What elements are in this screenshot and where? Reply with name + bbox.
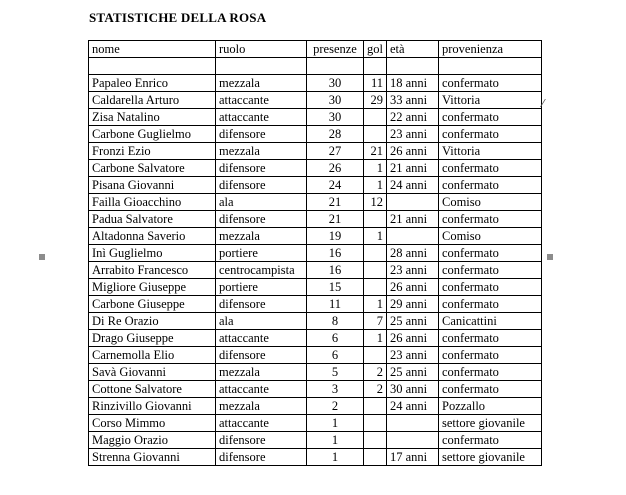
cell-eta: 17 anni	[387, 449, 439, 466]
cell-presenze: 11	[307, 296, 364, 313]
cell-ruolo: difensore	[216, 347, 307, 364]
cell-provenienza: confermato	[439, 245, 542, 262]
cell-nome: Carbone Giuseppe	[89, 296, 216, 313]
header-eta: età	[387, 41, 439, 58]
cell-provenienza: confermato	[439, 75, 542, 92]
cell-presenze: 5	[307, 364, 364, 381]
cell-presenze: 26	[307, 160, 364, 177]
cell-eta: 26 anni	[387, 143, 439, 160]
table-row	[89, 398, 542, 415]
cell-provenienza: Comiso	[439, 228, 542, 245]
cell-nome	[89, 58, 216, 75]
cell-presenze: 19	[307, 228, 364, 245]
resize-handle-left[interactable]	[39, 254, 45, 260]
cell-provenienza: confermato	[439, 347, 542, 364]
table-row	[89, 347, 542, 364]
cell-gol	[364, 211, 387, 228]
cell-nome: Failla Gioacchino	[89, 194, 216, 211]
table-row	[89, 160, 542, 177]
cell-provenienza: settore giovanile	[439, 415, 542, 432]
table-row	[89, 279, 542, 296]
cell-provenienza: confermato	[439, 432, 542, 449]
cell-provenienza: confermato	[439, 160, 542, 177]
cell-gol	[364, 109, 387, 126]
cell-nome: Savà Giovanni	[89, 364, 216, 381]
cell-gol: 1	[364, 177, 387, 194]
cell-gol: 1	[364, 330, 387, 347]
cell-gol	[364, 415, 387, 432]
cell-eta: 25 anni	[387, 313, 439, 330]
cell-provenienza: Canicattini	[439, 313, 542, 330]
cell-gol	[364, 347, 387, 364]
cell-gol: 29	[364, 92, 387, 109]
cell-provenienza: confermato	[439, 109, 542, 126]
cell-gol: 11	[364, 75, 387, 92]
table-row	[89, 364, 542, 381]
roster-table-body	[89, 41, 542, 466]
cell-eta: 26 anni	[387, 330, 439, 347]
cell-eta: 24 anni	[387, 398, 439, 415]
cell-presenze: 2	[307, 398, 364, 415]
cell-gol	[364, 432, 387, 449]
cell-eta: 22 anni	[387, 109, 439, 126]
cell-presenze: 16	[307, 262, 364, 279]
table-row	[89, 228, 542, 245]
cell-ruolo: difensore	[216, 177, 307, 194]
cell-ruolo: attaccante	[216, 381, 307, 398]
cell-eta: 26 anni	[387, 279, 439, 296]
cell-provenienza: settore giovanile	[439, 449, 542, 466]
cell-nome: Caldarella Arturo	[89, 92, 216, 109]
cell-provenienza: Pozzallo	[439, 398, 542, 415]
cell-presenze: 16	[307, 245, 364, 262]
cell-gol	[364, 449, 387, 466]
cell-gol	[364, 262, 387, 279]
table-row	[89, 245, 542, 262]
cell-gol: 12	[364, 194, 387, 211]
cell-provenienza: confermato	[439, 177, 542, 194]
cell-nome: Altadonna Saverio	[89, 228, 216, 245]
cell-eta: 23 anni	[387, 262, 439, 279]
cell-eta	[387, 415, 439, 432]
cell-ruolo: difensore	[216, 160, 307, 177]
cell-provenienza: confermato	[439, 211, 542, 228]
cell-presenze	[307, 58, 364, 75]
cell-eta: 29 anni	[387, 296, 439, 313]
cell-eta	[387, 58, 439, 75]
cell-nome: Pisana Giovanni	[89, 177, 216, 194]
cell-presenze: 8	[307, 313, 364, 330]
cell-presenze: 30	[307, 75, 364, 92]
cell-nome: Rinzivillo Giovanni	[89, 398, 216, 415]
table-row	[89, 75, 542, 92]
cell-nome: Maggio Orazio	[89, 432, 216, 449]
cell-ruolo	[216, 58, 307, 75]
cell-nome: Zisa Natalino	[89, 109, 216, 126]
cell-provenienza: Vittoria	[439, 92, 542, 109]
cell-provenienza: confermato	[439, 126, 542, 143]
table-row	[89, 449, 542, 466]
cell-gol	[364, 398, 387, 415]
cell-nome: Arrabito Francesco	[89, 262, 216, 279]
cell-eta: 18 anni	[387, 75, 439, 92]
cell-presenze: 21	[307, 211, 364, 228]
cell-ruolo: mezzala	[216, 143, 307, 160]
cell-ruolo: ala	[216, 313, 307, 330]
cell-nome: Di Re Orazio	[89, 313, 216, 330]
cell-provenienza: confermato	[439, 279, 542, 296]
cell-eta: 33 anni	[387, 92, 439, 109]
cell-nome: Inì Guglielmo	[89, 245, 216, 262]
cell-ruolo: difensore	[216, 126, 307, 143]
cell-nome: Fronzi Ezio	[89, 143, 216, 160]
cell-gol	[364, 279, 387, 296]
table-row	[89, 194, 542, 211]
cell-eta: 23 anni	[387, 347, 439, 364]
cell-ruolo: attaccante	[216, 415, 307, 432]
cell-provenienza: confermato	[439, 381, 542, 398]
cell-presenze: 6	[307, 347, 364, 364]
cell-gol	[364, 126, 387, 143]
table-row	[89, 313, 542, 330]
table-row	[89, 262, 542, 279]
cell-ruolo: difensore	[216, 211, 307, 228]
cell-provenienza: Vittoria	[439, 143, 542, 160]
resize-handle-right[interactable]	[547, 254, 553, 260]
cell-ruolo: attaccante	[216, 109, 307, 126]
table-header-row	[89, 41, 542, 58]
cell-nome: Migliore Giuseppe	[89, 279, 216, 296]
cell-nome: Padua Salvatore	[89, 211, 216, 228]
cell-provenienza: confermato	[439, 330, 542, 347]
table-row	[89, 58, 542, 75]
cell-provenienza	[439, 58, 542, 75]
header-gol: gol	[364, 41, 387, 58]
table-row	[89, 109, 542, 126]
cell-presenze: 30	[307, 109, 364, 126]
cell-eta: 28 anni	[387, 245, 439, 262]
cell-ruolo: mezzala	[216, 75, 307, 92]
cell-presenze: 1	[307, 432, 364, 449]
cell-provenienza: Comiso	[439, 194, 542, 211]
cell-presenze: 6	[307, 330, 364, 347]
roster-table	[88, 40, 542, 466]
cell-gol: 21	[364, 143, 387, 160]
cell-presenze: 1	[307, 449, 364, 466]
table-row	[89, 415, 542, 432]
header-presenze: presenze	[307, 41, 364, 58]
margin-mark: ⁄	[542, 97, 544, 110]
cell-gol: 7	[364, 313, 387, 330]
cell-provenienza: confermato	[439, 364, 542, 381]
page-title: STATISTICHE DELLA ROSA	[89, 10, 267, 25]
cell-nome: Carbone Salvatore	[89, 160, 216, 177]
cell-eta: 23 anni	[387, 126, 439, 143]
table-row	[89, 381, 542, 398]
cell-presenze: 30	[307, 92, 364, 109]
cell-ruolo: portiere	[216, 245, 307, 262]
cell-eta	[387, 432, 439, 449]
cell-provenienza: confermato	[439, 262, 542, 279]
header-nome: nome	[89, 41, 216, 58]
table-row	[89, 211, 542, 228]
cell-gol	[364, 58, 387, 75]
header-ruolo: ruolo	[216, 41, 307, 58]
cell-ruolo: mezzala	[216, 228, 307, 245]
cell-gol	[364, 245, 387, 262]
cell-eta: 25 anni	[387, 364, 439, 381]
cell-eta	[387, 228, 439, 245]
cell-presenze: 27	[307, 143, 364, 160]
cell-provenienza: confermato	[439, 296, 542, 313]
header-provenienza: provenienza	[439, 41, 542, 58]
table-row	[89, 432, 542, 449]
table-row	[89, 296, 542, 313]
cell-ruolo: mezzala	[216, 398, 307, 415]
cell-nome: Carbone Guglielmo	[89, 126, 216, 143]
cell-gol: 2	[364, 381, 387, 398]
table-row	[89, 126, 542, 143]
cell-presenze: 3	[307, 381, 364, 398]
cell-ruolo: portiere	[216, 279, 307, 296]
cell-nome: Drago Giuseppe	[89, 330, 216, 347]
cell-eta: 21 anni	[387, 160, 439, 177]
cell-presenze: 24	[307, 177, 364, 194]
cell-ruolo: difensore	[216, 449, 307, 466]
cell-ruolo: centrocampista	[216, 262, 307, 279]
cell-ruolo: difensore	[216, 296, 307, 313]
cell-gol: 1	[364, 228, 387, 245]
cell-ruolo: attaccante	[216, 92, 307, 109]
cell-gol: 2	[364, 364, 387, 381]
cell-gol: 1	[364, 296, 387, 313]
cell-ruolo: mezzala	[216, 364, 307, 381]
cell-ruolo: difensore	[216, 432, 307, 449]
cell-eta: 21 anni	[387, 211, 439, 228]
cell-presenze: 15	[307, 279, 364, 296]
cell-nome: Papaleo Enrico	[89, 75, 216, 92]
cell-eta	[387, 194, 439, 211]
table-row	[89, 177, 542, 194]
cell-nome: Corso Mimmo	[89, 415, 216, 432]
cell-presenze: 21	[307, 194, 364, 211]
cell-eta: 24 anni	[387, 177, 439, 194]
table-row	[89, 92, 542, 109]
cell-nome: Strenna Giovanni	[89, 449, 216, 466]
cell-nome: Carnemolla Elio	[89, 347, 216, 364]
cell-ruolo: attaccante	[216, 330, 307, 347]
table-row	[89, 330, 542, 347]
cell-eta: 30 anni	[387, 381, 439, 398]
cell-gol: 1	[364, 160, 387, 177]
cell-presenze: 1	[307, 415, 364, 432]
cell-ruolo: ala	[216, 194, 307, 211]
cell-nome: Cottone Salvatore	[89, 381, 216, 398]
cell-presenze: 28	[307, 126, 364, 143]
table-row	[89, 143, 542, 160]
